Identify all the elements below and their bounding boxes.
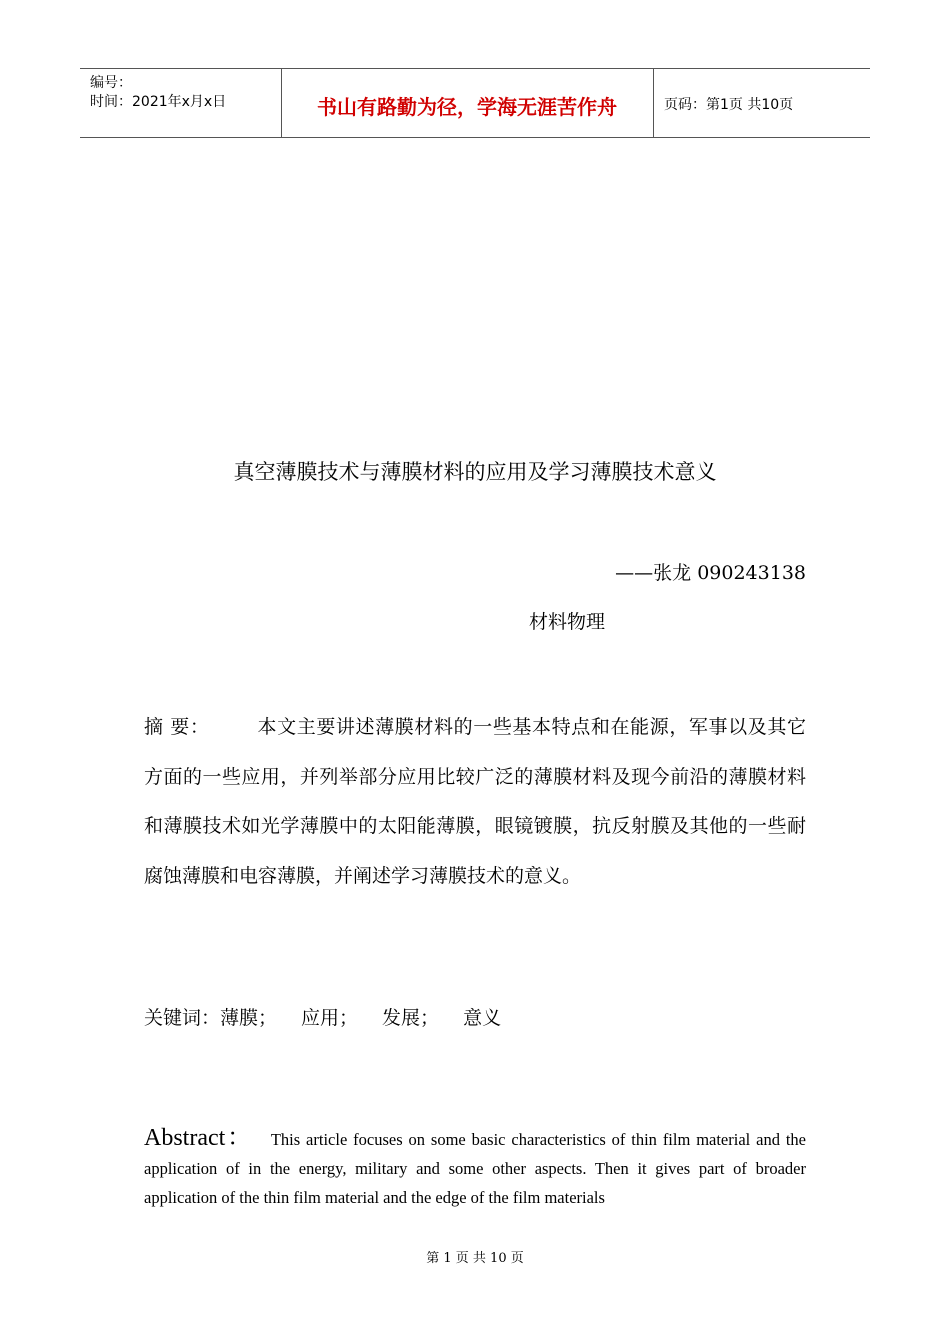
header-motto-cell [281, 69, 654, 137]
keyword-item: 意义 [463, 1007, 502, 1029]
english-abstract-label: Abstract： [144, 1125, 253, 1151]
abstract-text: 本文主要讲述薄膜材料的一些基本特点和在能源，军事以及其它方面的一些应用，并列举部分应用比较广泛的薄膜材料及现今前沿的薄膜材料和薄膜技术如光学薄膜中的太阳能薄膜，眼镜镀膜，抗反射膜及其他的一些耐腐蚀薄膜和电容薄膜，并阐述学习薄膜技术的意义。 [144, 716, 806, 887]
header-page-cell [654, 69, 870, 137]
english-abstract-text: This article focuses on some basic characteristics of thin film material and the application of in the energy, military and some other aspects. Then it gives part of broader application of the thin film material and the edge of the film materials [144, 1130, 806, 1207]
author-line: ——张龙 090243138 [615, 562, 806, 584]
chinese-abstract [144, 703, 806, 901]
header-motto: 书山有路勤为径，学海无涯苦作舟 [317, 95, 617, 119]
keyword-item: 应用； [301, 1007, 359, 1029]
header-info-cell [80, 69, 282, 137]
document-number-label: 编号： [90, 75, 132, 91]
header-page-info: 页码：第1页 共10页 [664, 97, 794, 113]
document-title: 真空薄膜技术与薄膜材料的应用及学习薄膜技术意义 [233, 460, 717, 484]
keywords-label: 关键词： [144, 1007, 221, 1029]
abstract-label: 摘 要： [144, 716, 210, 738]
header-table [80, 68, 870, 138]
keyword-item: 薄膜； [220, 1007, 278, 1029]
page-footer: 第 1 页 共 10 页 [426, 1251, 524, 1266]
keyword-item: 发展； [382, 1007, 440, 1029]
english-abstract [144, 1124, 806, 1212]
document-date-label: 时间：2021年x月x日 [90, 94, 227, 110]
major-line: 材料物理 [529, 611, 606, 633]
keywords-line [144, 1003, 501, 1030]
